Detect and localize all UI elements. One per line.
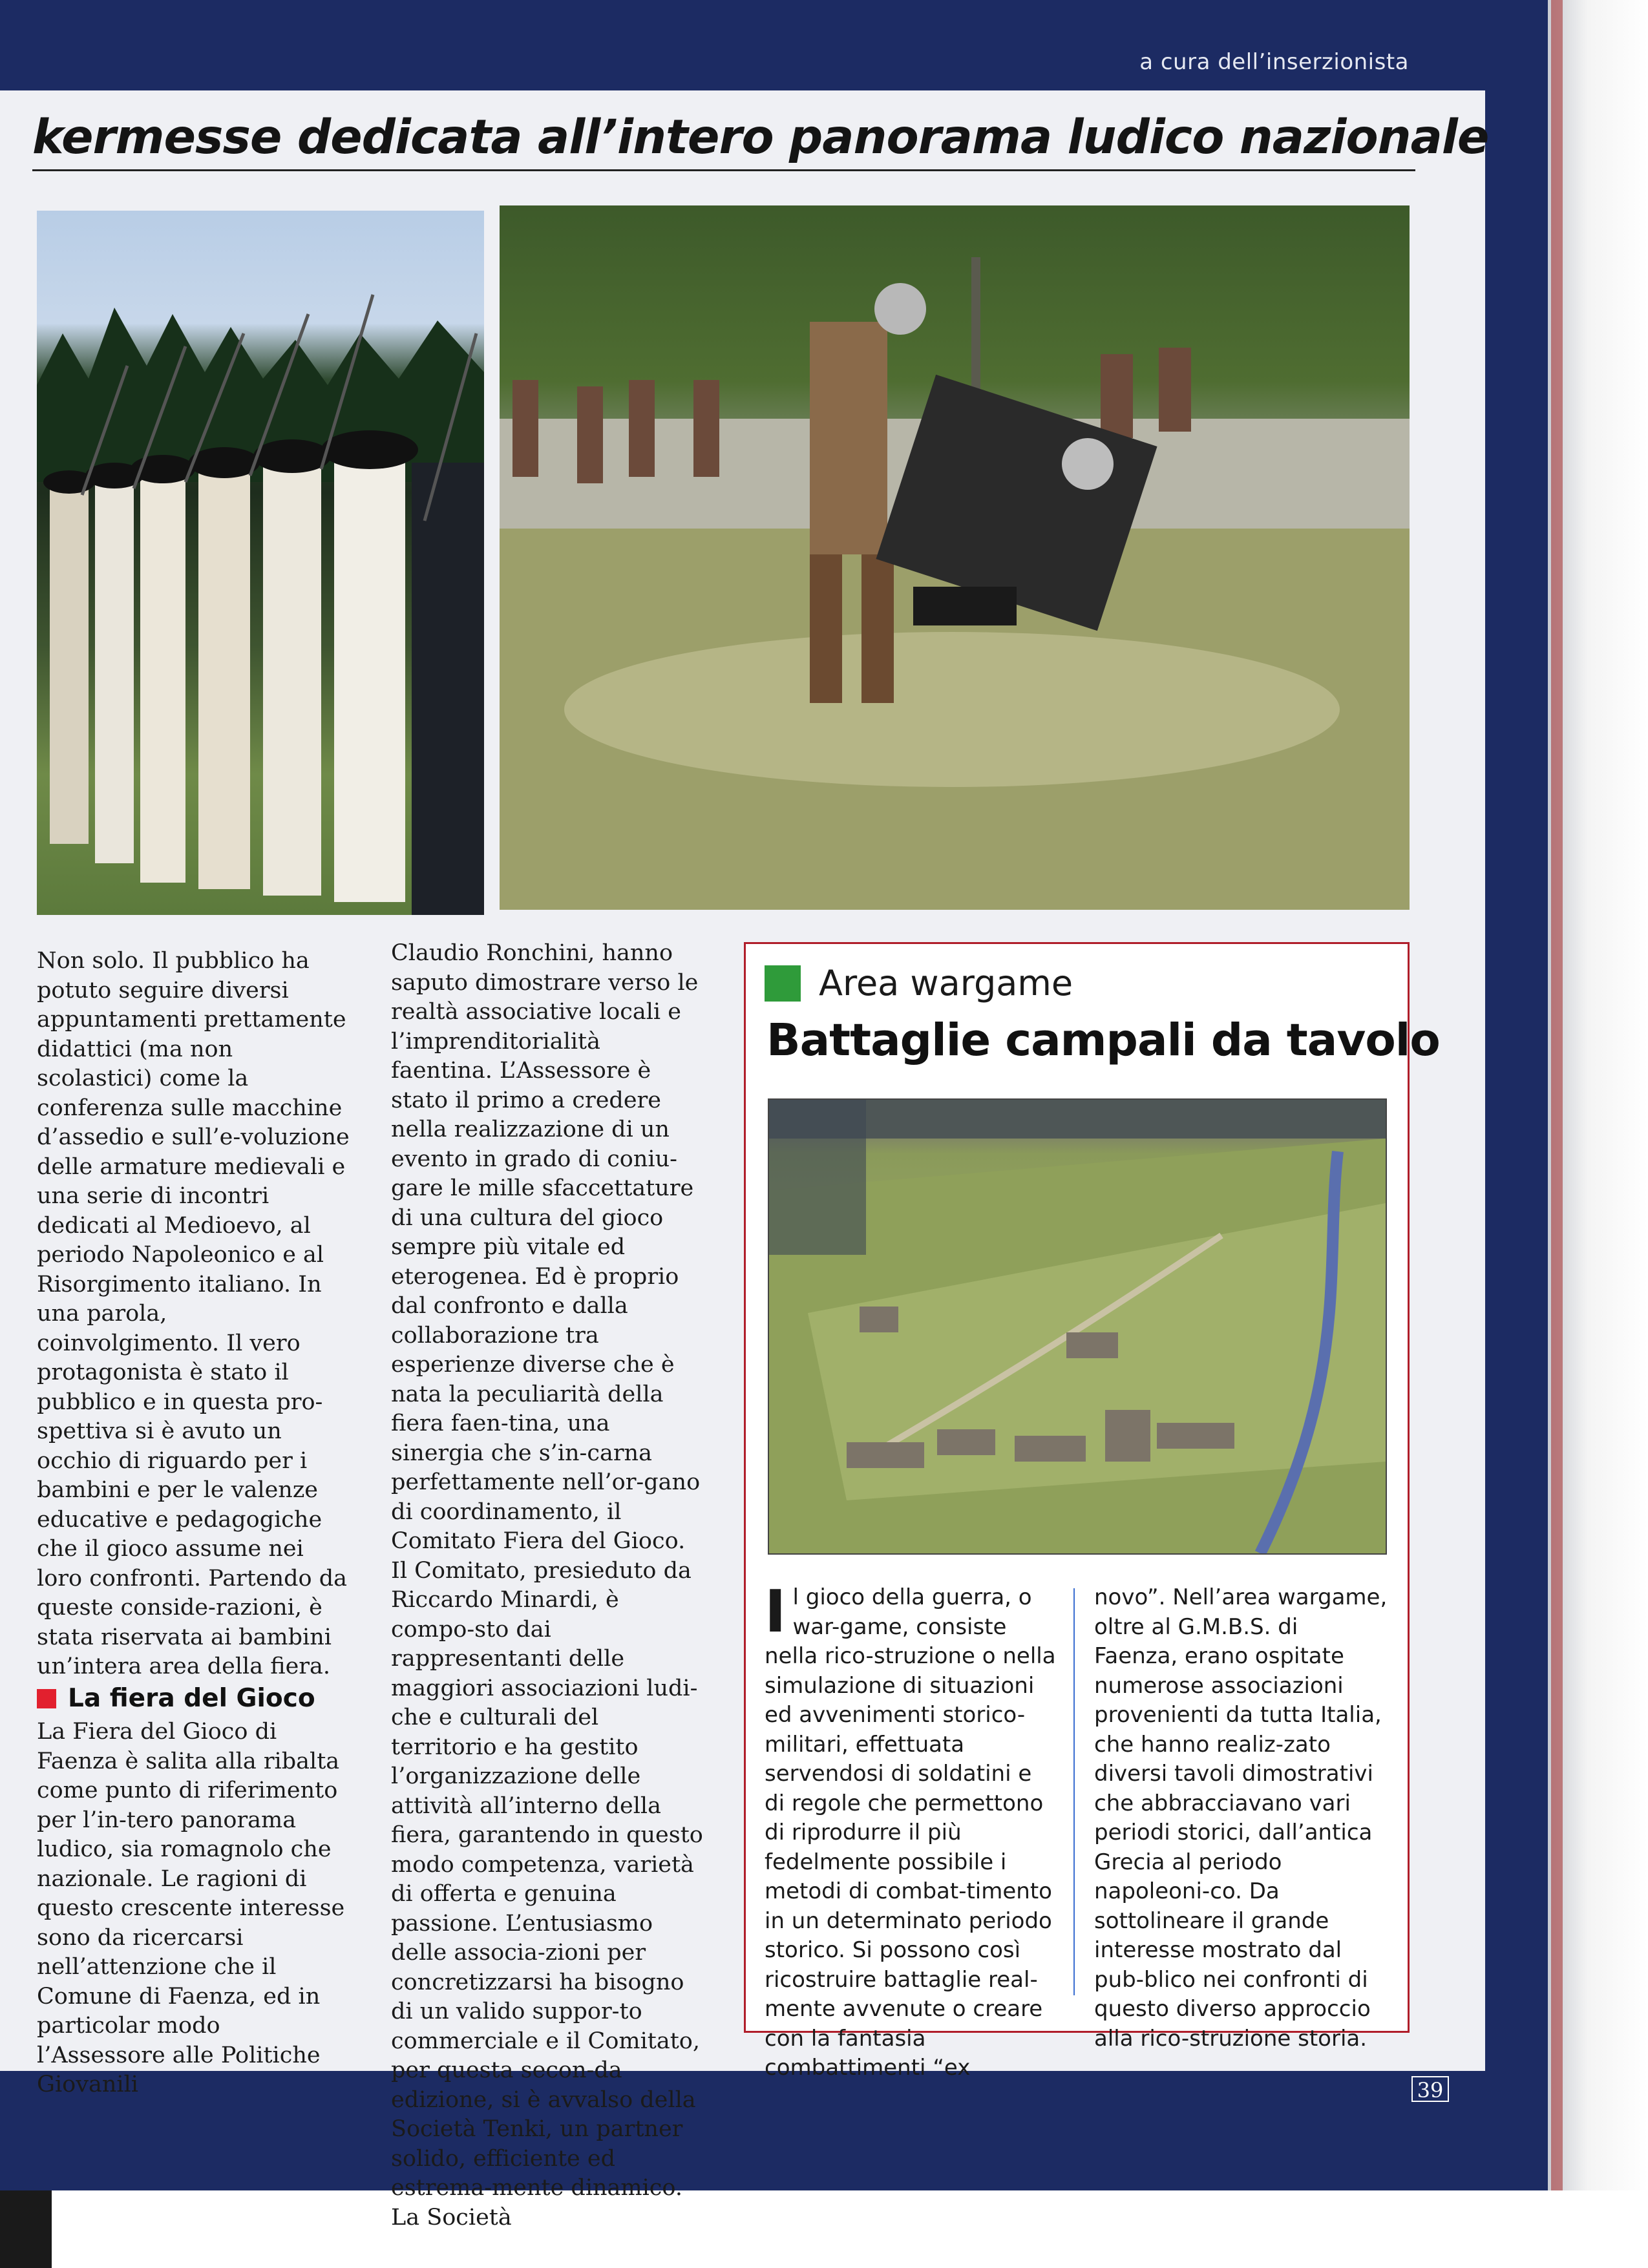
- headline-rule: [32, 169, 1415, 171]
- column1-top-text: Non solo. Il pubblico ha potuto seguire diversi appuntamenti prettamente didattici (ma non scolastici) come la conferenza sulle macchine d’assedio e sull’e-voluzione delle armature medievali e una serie di incontri dedicati al Medioevo, al periodo Napoleonico e al Risorgimento italiano. In una parola, coinvolgimento. Il vero protagonista è stato il pubblico e in questa pro-spettiva si è avuto un occhio di riguardo per i bambini e per le valenze educative e pedagogiche che il gioco assume nei loro confronti. Partendo da queste conside-razioni, è stata riservata ai bambini un’intera area della fiera.: [37, 948, 350, 1679]
- scan-bottom-shadow: [0, 2190, 52, 2268]
- page-headline: kermesse dedicata all’intero panorama ludico nazionale: [32, 110, 1489, 165]
- box-kicker: [765, 963, 1073, 1003]
- soldiers-illustration: [37, 211, 484, 915]
- page-edge: [1548, 0, 1648, 2190]
- section-heading-text: La fiera del Gioco: [68, 1684, 315, 1713]
- medieval-knights-photo: [500, 205, 1410, 910]
- scan-bottom-margin: [0, 2190, 1648, 2268]
- box-column2-text: novo”. Nell’area wargame, oltre al G.M.B.S. di Faenza, erano ospitate numerose associazioni provenienti da tutta Italia, che hanno realiz-zato diversi tavoli dimostrativi che abbracciavano vari periodi storici, dall’antica Grecia al periodo napoleoni-co. Da sottolineare il grande interesse mostrato dal pub-blico nei confronti di questo diverso approccio alla rico-struzione storia.: [1094, 1584, 1388, 2052]
- dropcap: I: [765, 1578, 787, 1646]
- soldiers-lineup-photo: [37, 211, 484, 915]
- wargame-table-illustration: [769, 1100, 1386, 1553]
- green-square-icon: [765, 965, 801, 1002]
- page-edge-stripe: [1551, 0, 1563, 2190]
- red-square-icon: [37, 1689, 56, 1708]
- box-column-divider: [1073, 1588, 1075, 1995]
- section-heading-fiera: [37, 1684, 350, 1713]
- column2-text: Claudio Ronchini, hanno saputo dimostrare verso le realtà associative locali e l’imprenditorialità faentina. L’Assessore è stato il primo a credere nella realizzazione di un evento in grado di coniu-gare le mille sfaccettature di una cultura del gioco sempre più vitale ed eterogenea. Ed è proprio dal confronto e dalla collaborazione tra esperienze diverse che è nata la peculiarità della fiera faen-tina, una sinergia che s’in-carna perfettamente nell’or-gano di coordinamento, il Comitato Fiera del Gioco. Il Comitato, presieduto da Riccardo Minardi, è compo-sto dai rappresentanti delle maggiori associazioni ludi-che e culturali del territorio e ha gestito l’organizzazione delle attività all’interno della fiera, garantendo in questo modo competenza, varietà di offerta e genuina passione. L’entusiasmo delle associa-zioni per concretizzarsi ha bisogno di un valido suppor-to commerciale e il Comitato, per questa secon-da edizione, si è avvalso della Società Tenki, un partner solido, efficiente ed estrema-mente dinamico. La Società: [391, 940, 703, 2231]
- header-note: a cura dell’inserzionista: [1139, 49, 1409, 75]
- column1-bottom-text: La Fiera del Gioco di Faenza è salita alla ribalta come punto di riferimento per l’in-tero panorama ludico, sia romagnolo che nazionale. Le ragioni di questo crescente interesse sono da ricercarsi nell’attenzione che il Comune di Faenza, ed in particolar modo l’Assessore alle Politiche Giovanili: [37, 1719, 345, 2097]
- box-title: Battaglie campali da tavolo: [766, 1014, 1440, 1066]
- wargame-table-photo: [768, 1098, 1387, 1555]
- box-column1-rest: l gioco della guerra, o war-game, consiste nella rico-struzione o nella simulazione di situazioni ed avvenimenti storico-militari, effettuata servendosi di soldatini e di regole che permettono di riprodurre il più fedelmente possibile i metodi di combat-timento in un determinato periodo storico. Si possono così ricostruire battaglie real-mente avvenute o creare con la fantasia combattimenti “ex: [765, 1584, 1056, 2081]
- knights-illustration: [500, 205, 1410, 910]
- box-column1-text: [765, 1578, 1059, 2083]
- page-number: 39: [1411, 2076, 1449, 2102]
- box-kicker-text: Area wargame: [819, 963, 1073, 1003]
